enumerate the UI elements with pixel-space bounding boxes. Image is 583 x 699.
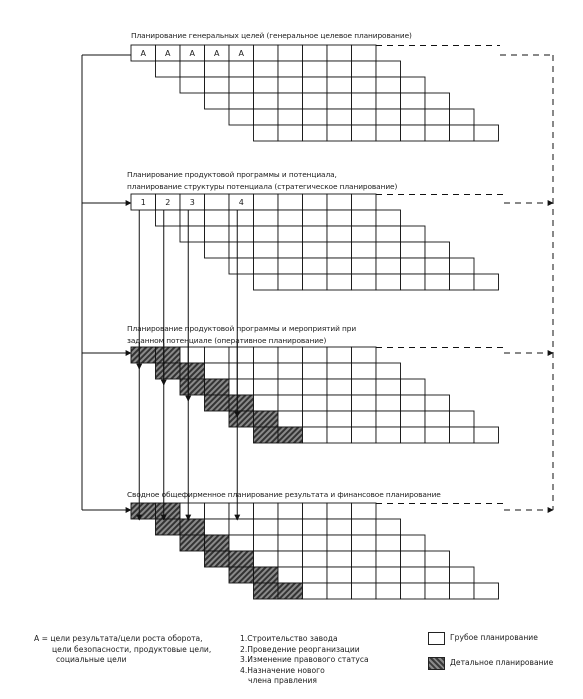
rough-planning-cell	[205, 61, 230, 77]
rough-planning-cell	[474, 125, 499, 141]
rough-planning-cell	[156, 210, 181, 226]
rough-planning-cell	[352, 503, 377, 519]
detailed-planning-cell	[205, 395, 230, 411]
detailed-planning-cell	[156, 519, 181, 535]
rough-planning-cell	[303, 45, 328, 61]
rough-planning-cell	[327, 77, 352, 93]
legend-goals-line: A = цели результата/цели роста оборота,	[34, 634, 203, 643]
rough-planning-cell	[327, 503, 352, 519]
rough-planning-cell	[425, 274, 450, 290]
rough-planning-cell	[278, 210, 303, 226]
rough-planning-cell	[254, 125, 279, 141]
rough-planning-cell	[254, 363, 279, 379]
rough-planning-cell	[303, 427, 328, 443]
detailed-planning-cell	[278, 427, 303, 443]
rough-planning-cell	[229, 258, 254, 274]
detailed-planning-cell	[254, 427, 279, 443]
rough-planning-cell	[303, 77, 328, 93]
rough-planning-cell	[278, 567, 303, 583]
rough-planning-cell	[229, 535, 254, 551]
detailed-planning-cell	[156, 363, 181, 379]
detailed-planning-cell	[229, 411, 254, 427]
rough-planning-cell	[254, 93, 279, 109]
rough-planning-cell	[352, 379, 377, 395]
rough-planning-cell	[425, 93, 450, 109]
rough-planning-cell	[180, 503, 205, 519]
rough-planning-cell	[303, 194, 328, 210]
rough-planning-cell	[474, 274, 499, 290]
rough-planning-cell	[303, 258, 328, 274]
cell-label: A	[214, 49, 220, 58]
rough-planning-cell	[376, 427, 401, 443]
detailed-planning-cell	[131, 347, 156, 363]
rough-planning-cell	[205, 503, 230, 519]
section-title: Планирование генеральных целей (генеральное целевое планирование)	[131, 31, 412, 40]
rough-planning-cell	[401, 258, 426, 274]
rough-planning-cell	[327, 45, 352, 61]
rough-planning-cell	[401, 379, 426, 395]
cell-label: A	[238, 49, 244, 58]
rough-planning-cell	[254, 109, 279, 125]
rough-planning-cell	[401, 226, 426, 242]
detailed-planning-cell	[131, 503, 156, 519]
rough-planning-cell	[401, 125, 426, 141]
rough-planning-cell	[327, 258, 352, 274]
rough-planning-cell	[376, 363, 401, 379]
rough-planning-cell	[303, 347, 328, 363]
detailed-planning-cell	[180, 363, 205, 379]
rough-planning-cell	[376, 567, 401, 583]
rough-planning-cell	[278, 242, 303, 258]
section-title: заданном потенциале (оперативное планирование)	[127, 336, 327, 345]
rough-planning-cell	[229, 210, 254, 226]
rough-planning-cell	[327, 194, 352, 210]
rough-planning-cell	[303, 363, 328, 379]
rough-planning-cell	[180, 347, 205, 363]
rough-planning-cell	[352, 45, 377, 61]
rough-planning-cell	[425, 395, 450, 411]
detailed-planning-cell	[278, 583, 303, 599]
legend-goals-line: социальные цели	[56, 655, 127, 664]
section-title: планирование структуры потенциала (стратегическое планирование)	[127, 182, 398, 191]
rough-planning-cell	[425, 125, 450, 141]
rough-planning-cell	[352, 77, 377, 93]
rough-planning-cell	[254, 242, 279, 258]
rough-planning-cell	[401, 395, 426, 411]
rough-planning-cell	[352, 427, 377, 443]
rough-planning-cell	[303, 519, 328, 535]
rough-planning-cell	[401, 567, 426, 583]
detailed-planning-cell	[180, 519, 205, 535]
cell-label: 1	[140, 198, 146, 207]
rough-planning-cell	[352, 274, 377, 290]
planning-section	[127, 490, 504, 599]
rough-planning-cell	[352, 125, 377, 141]
detailed-planning-cell	[205, 551, 230, 567]
rough-planning-cell	[376, 210, 401, 226]
cell-label: A	[140, 49, 146, 58]
rough-planning-cell	[327, 210, 352, 226]
rough-planning-cell	[376, 258, 401, 274]
rough-planning-cell	[401, 535, 426, 551]
rough-planning-cell	[229, 363, 254, 379]
rough-planning-cell	[205, 363, 230, 379]
rough-planning-cell	[425, 427, 450, 443]
cell-label: 4	[238, 198, 244, 207]
rough-planning-cell	[303, 210, 328, 226]
detailed-planning-cell	[205, 535, 230, 551]
rough-planning-cell	[425, 583, 450, 599]
rough-planning-cell	[376, 226, 401, 242]
rough-planning-cell	[180, 226, 205, 242]
rough-planning-cell	[278, 535, 303, 551]
rough-planning-cell	[352, 258, 377, 274]
planning-section	[131, 31, 500, 141]
rough-planning-cell	[450, 125, 475, 141]
rough-planning-cell	[327, 347, 352, 363]
rough-planning-cell	[205, 77, 230, 93]
rough-planning-cell	[303, 93, 328, 109]
rough-planning-cell	[425, 551, 450, 567]
rough-planning-cell	[352, 226, 377, 242]
detailed-planning-cell	[254, 567, 279, 583]
rough-planning-cell	[327, 226, 352, 242]
rough-planning-cell	[254, 274, 279, 290]
rough-planning-cell	[327, 427, 352, 443]
rough-planning-cell	[352, 583, 377, 599]
rough-planning-cell	[229, 61, 254, 77]
rough-planning-cell	[229, 519, 254, 535]
rough-planning-cell	[352, 61, 377, 77]
rough-planning-cell	[376, 274, 401, 290]
rough-planning-cell	[278, 61, 303, 77]
rough-planning-cell	[229, 93, 254, 109]
legend-measure-1: 1.Строительство завода	[240, 634, 338, 643]
rough-planning-cell	[327, 583, 352, 599]
detailed-planning-cell	[156, 503, 181, 519]
rough-planning-cell	[376, 551, 401, 567]
rough-planning-cell	[327, 519, 352, 535]
rough-planning-cell	[303, 125, 328, 141]
detailed-planning-cell	[229, 567, 254, 583]
legend-measure-4: 4.Назначение нового	[240, 665, 325, 675]
rough-planning-cell	[229, 109, 254, 125]
rough-planning-cell	[352, 519, 377, 535]
rough-planning-cell	[327, 363, 352, 379]
rough-planning-cell	[278, 551, 303, 567]
rough-planning-cell	[376, 109, 401, 125]
rough-planning-cell	[278, 379, 303, 395]
rough-planning-cell	[425, 242, 450, 258]
rough-planning-cell	[327, 93, 352, 109]
rough-planning-cell	[180, 61, 205, 77]
rough-planning-cell	[376, 535, 401, 551]
rough-planning-cell	[303, 379, 328, 395]
rough-planning-cell	[401, 411, 426, 427]
rough-planning-cell	[205, 194, 230, 210]
rough-planning-cell	[278, 45, 303, 61]
rough-planning-cell	[278, 363, 303, 379]
rough-planning-cell	[303, 503, 328, 519]
rough-planning-cell	[205, 226, 230, 242]
rough-planning-cell	[229, 226, 254, 242]
rough-planning-cell	[254, 194, 279, 210]
rough-planning-cell	[254, 551, 279, 567]
cell-label: 3	[189, 198, 195, 207]
rough-planning-cell	[376, 77, 401, 93]
rough-planning-cell	[303, 226, 328, 242]
rough-planning-cell	[352, 347, 377, 363]
rough-planning-cell	[352, 363, 377, 379]
rough-planning-cell	[278, 93, 303, 109]
rough-planning-cell	[229, 77, 254, 93]
rough-planning-cell	[376, 519, 401, 535]
rough-planning-cell	[229, 379, 254, 395]
rough-planning-cell	[205, 519, 230, 535]
detailed-planning-cell	[254, 583, 279, 599]
rough-planning-cell	[205, 347, 230, 363]
rough-planning-cell	[278, 395, 303, 411]
rough-planning-cell	[254, 226, 279, 242]
rough-planning-cell	[180, 77, 205, 93]
rough-planning-cell	[303, 242, 328, 258]
rough-planning-cell	[278, 109, 303, 125]
rough-planning-cell	[352, 551, 377, 567]
detailed-planning-cell	[229, 395, 254, 411]
detailed-planning-cell	[180, 379, 205, 395]
rough-planning-cell	[303, 411, 328, 427]
rough-planning-cell	[376, 61, 401, 77]
rough-planning-cell	[352, 395, 377, 411]
rough-planning-cell	[352, 567, 377, 583]
legend-measure-4-cont: члена правления	[248, 676, 317, 685]
rough-planning-cell	[278, 125, 303, 141]
section-title: Планирование продуктовой программы и мероприятий при	[127, 324, 357, 333]
rough-planning-cell	[376, 395, 401, 411]
cell-label: A	[165, 49, 171, 58]
rough-planning-cell	[278, 503, 303, 519]
legend-detailed: Детальное планирование	[450, 658, 554, 667]
rough-planning-cell	[352, 411, 377, 427]
rough-planning-cell	[327, 551, 352, 567]
legend-goals-line: цели безопасности, продуктовые цели,	[52, 644, 212, 654]
planning-section	[127, 324, 504, 443]
rough-planning-cell	[450, 411, 475, 427]
rough-planning-cell	[205, 93, 230, 109]
legend-rough: Грубое планирование	[450, 633, 538, 642]
rough-planning-cell	[254, 519, 279, 535]
rough-planning-cell	[327, 411, 352, 427]
rough-planning-cell	[278, 411, 303, 427]
rough-planning-cell	[450, 109, 475, 125]
rough-planning-cell	[376, 411, 401, 427]
rough-planning-cell	[450, 427, 475, 443]
detailed-planning-cell	[229, 551, 254, 567]
rough-planning-cell	[278, 258, 303, 274]
rough-planning-cell	[303, 567, 328, 583]
rough-planning-cell	[425, 258, 450, 274]
rough-planning-swatch	[428, 632, 445, 645]
rough-planning-cell	[327, 395, 352, 411]
rough-planning-cell	[425, 109, 450, 125]
rough-planning-cell	[450, 583, 475, 599]
rough-planning-cell	[180, 210, 205, 226]
rough-planning-cell	[254, 258, 279, 274]
section-title: Сводное общефирменное планирование результата и финансовое планирование	[127, 490, 441, 499]
rough-planning-cell	[278, 77, 303, 93]
rough-planning-cell	[327, 274, 352, 290]
rough-planning-cell	[254, 535, 279, 551]
detailed-planning-cell	[180, 535, 205, 551]
rough-planning-cell	[254, 45, 279, 61]
legend-measures	[240, 634, 369, 687]
rough-planning-cell	[278, 226, 303, 242]
rough-planning-cell	[303, 61, 328, 77]
rough-planning-cell	[376, 93, 401, 109]
rough-planning-cell	[450, 567, 475, 583]
rough-planning-cell	[401, 109, 426, 125]
rough-planning-cell	[156, 61, 181, 77]
rough-planning-cell	[229, 503, 254, 519]
rough-planning-cell	[352, 242, 377, 258]
rough-planning-cell	[401, 77, 426, 93]
rough-planning-cell	[425, 567, 450, 583]
rough-planning-cell	[401, 274, 426, 290]
rough-planning-cell	[474, 583, 499, 599]
rough-planning-cell	[303, 395, 328, 411]
planning-section	[127, 170, 504, 290]
detailed-planning-cell	[205, 379, 230, 395]
rough-planning-cell	[229, 347, 254, 363]
rough-planning-cell	[401, 427, 426, 443]
rough-planning-cell	[303, 535, 328, 551]
rough-planning-cell	[303, 109, 328, 125]
rough-planning-cell	[205, 242, 230, 258]
rough-planning-cell	[401, 93, 426, 109]
detailed-planning-cell	[156, 347, 181, 363]
rough-planning-cell	[254, 210, 279, 226]
rough-planning-cell	[352, 210, 377, 226]
rough-planning-cell	[352, 109, 377, 125]
rough-planning-cell	[376, 242, 401, 258]
legend-goals	[34, 634, 211, 666]
rough-planning-cell	[376, 125, 401, 141]
rough-planning-cell	[254, 379, 279, 395]
rough-planning-cell	[254, 61, 279, 77]
rough-planning-cell	[278, 519, 303, 535]
rough-planning-cell	[425, 411, 450, 427]
rough-planning-cell	[352, 93, 377, 109]
rough-planning-cell	[254, 395, 279, 411]
rough-planning-cell	[254, 77, 279, 93]
detailed-planning-cell	[254, 411, 279, 427]
rough-planning-cell	[327, 567, 352, 583]
rough-planning-cell	[278, 194, 303, 210]
legend-measure-3: 3.Изменение правового статуса	[240, 655, 369, 664]
rough-planning-cell	[327, 379, 352, 395]
rough-planning-cell	[376, 379, 401, 395]
section-title: Планирование продуктовой программы и потенциала,	[127, 170, 337, 179]
rough-planning-cell	[352, 194, 377, 210]
rough-planning-cell	[450, 258, 475, 274]
rough-planning-cell	[327, 125, 352, 141]
rough-planning-cell	[254, 503, 279, 519]
rough-planning-cell	[327, 109, 352, 125]
rough-planning-cell	[474, 427, 499, 443]
rough-planning-cell	[352, 535, 377, 551]
rough-planning-cell	[376, 583, 401, 599]
rough-planning-cell	[401, 242, 426, 258]
rough-planning-cell	[229, 242, 254, 258]
rough-planning-cell	[205, 210, 230, 226]
rough-planning-cell	[450, 274, 475, 290]
rough-planning-cell	[327, 535, 352, 551]
cell-label: A	[189, 49, 195, 58]
legend-measure-2: 2.Проведение реорганизации	[240, 644, 360, 654]
rough-planning-cell	[401, 583, 426, 599]
rough-planning-cell	[401, 551, 426, 567]
rough-planning-cell	[303, 274, 328, 290]
rough-planning-cell	[327, 61, 352, 77]
cell-label: 2	[165, 198, 171, 207]
rough-planning-cell	[278, 274, 303, 290]
rough-planning-cell	[327, 242, 352, 258]
rough-planning-cell	[278, 347, 303, 363]
rough-planning-cell	[303, 551, 328, 567]
rough-planning-cell	[303, 583, 328, 599]
detailed-planning-swatch	[428, 657, 445, 670]
rough-planning-cell	[254, 347, 279, 363]
